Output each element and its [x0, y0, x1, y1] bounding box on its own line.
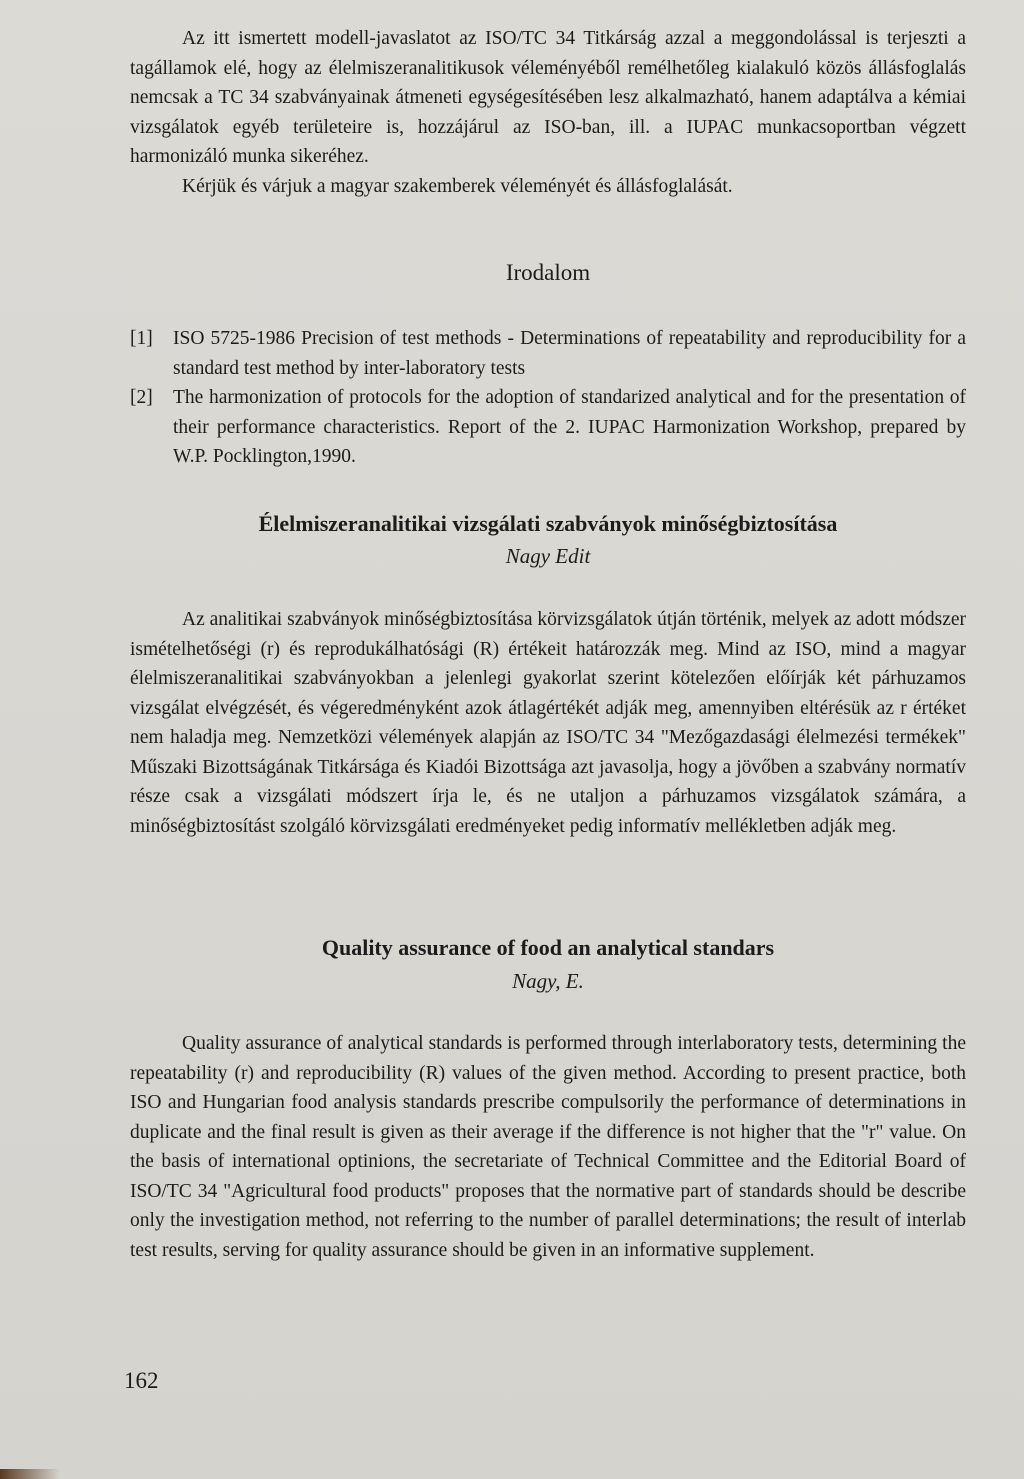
references-heading: Irodalom	[505, 260, 591, 285]
references-list	[130, 324, 966, 472]
english-abstract-section	[130, 1029, 966, 1265]
hungarian-abstract: Az analitikai szabványok minőségbiztosítása körvizsgálatok útján történik, melyek az adott módszer ismételhetőségi (r) és reprodukálhatósági (R) értékeit határozzák meg. Mind az ISO, mind a magyar élelmiszeranalitikai szabványokban a jelenlegi gyakorlat szerint kötelezően előírják két párhuzamos vizsgálat elvégzését, és végeredményként azok átlagértékét adják meg, amennyiben eltérésük az r értéket nem haladja meg. Nemzetközi vélemények alapján az ISO/TC 34 "Mezőgazdasági élelmezési termékek" Műszaki Bizottságának Titkársága és Kiadói Bizottsága azt javasolja, hogy a jövőben a szabvány normatív része csak a vizsgálati módszert írja le, és ne utaljon a párhuzamos vizsgálatok számára, a minőségbiztosítást szolgáló körvizsgálati eredményeket pedig informatív mellékletben adják meg.	[130, 609, 966, 837]
intro-paragraph-1: Az itt ismertett modell-javaslatot az ISO/TC 34 Titkárság azzal a meggondolással is terjeszti a tagállamok elé, hogy az élelmiszeranalitikusok véleményéből remélhetőleg kialakuló közös állásfoglalás nemcsak a TC 34 szabványainak átmeneti egységesítésében lesz alkalmazható, hanem adaptálva a kémiai vizsgálatok egyéb területeire is, hozzájárul az ISO-ban, ill. a IUPAC munkacsoportban végzett harmonizáló munka sikeréhez.	[130, 28, 966, 167]
reference-item-2	[130, 383, 966, 472]
hungarian-article-author: Nagy Edit	[505, 544, 591, 568]
page-number: 162	[124, 1368, 159, 1393]
english-article-title: Quality assurance of food an analytical standars	[321, 935, 775, 960]
intro-section	[130, 24, 966, 201]
english-abstract: Quality assurance of analytical standards is performed through interlaboratory tests, determining the repeatability (r) and reproducibility (R) values of the given method. According to present practice, both ISO and Hungarian food analysis standards prescribe compulsorily the performance of determinations in duplicate and the final result is given as their average if the difference is not higher that the "r" value. On the basis of international optinions, the secretariate of Technical Committee and the Editorial Board of ISO/TC 34 "Agricultural food products" proposes that the normative part of standards should be describe only the investigation method, not referring to the number of parallel determinations; the result of interlab test results, serving for quality assurance should be given in an informative supplement.	[130, 1033, 966, 1261]
reference-text: The harmonization of protocols for the adoption of standarized analytical and for the presentation of their performance characteristics. Report of the 2. IUPAC Harmonization Workshop, prepared by W.P. Pocklington,1990.	[173, 387, 966, 467]
reference-number: [1]	[130, 328, 153, 349]
english-article-author: Nagy, E.	[512, 969, 584, 993]
hungarian-article-title: Élelmiszeranalitikai vizsgálati szabványok minőségbiztosítása	[258, 511, 838, 536]
reference-number: [2]	[130, 387, 153, 408]
hungarian-abstract-section	[130, 605, 966, 841]
reference-item-1	[130, 324, 966, 383]
intro-paragraph-2: Kérjük és várjuk a magyar szakemberek véleményét és állásfoglalását.	[182, 175, 733, 197]
reference-text: ISO 5725-1986 Precision of test methods - Determinations of repeatability and reproducibility for a standard test method by inter-laboratory tests	[173, 328, 966, 379]
page-edge-shadow	[0, 1469, 60, 1479]
